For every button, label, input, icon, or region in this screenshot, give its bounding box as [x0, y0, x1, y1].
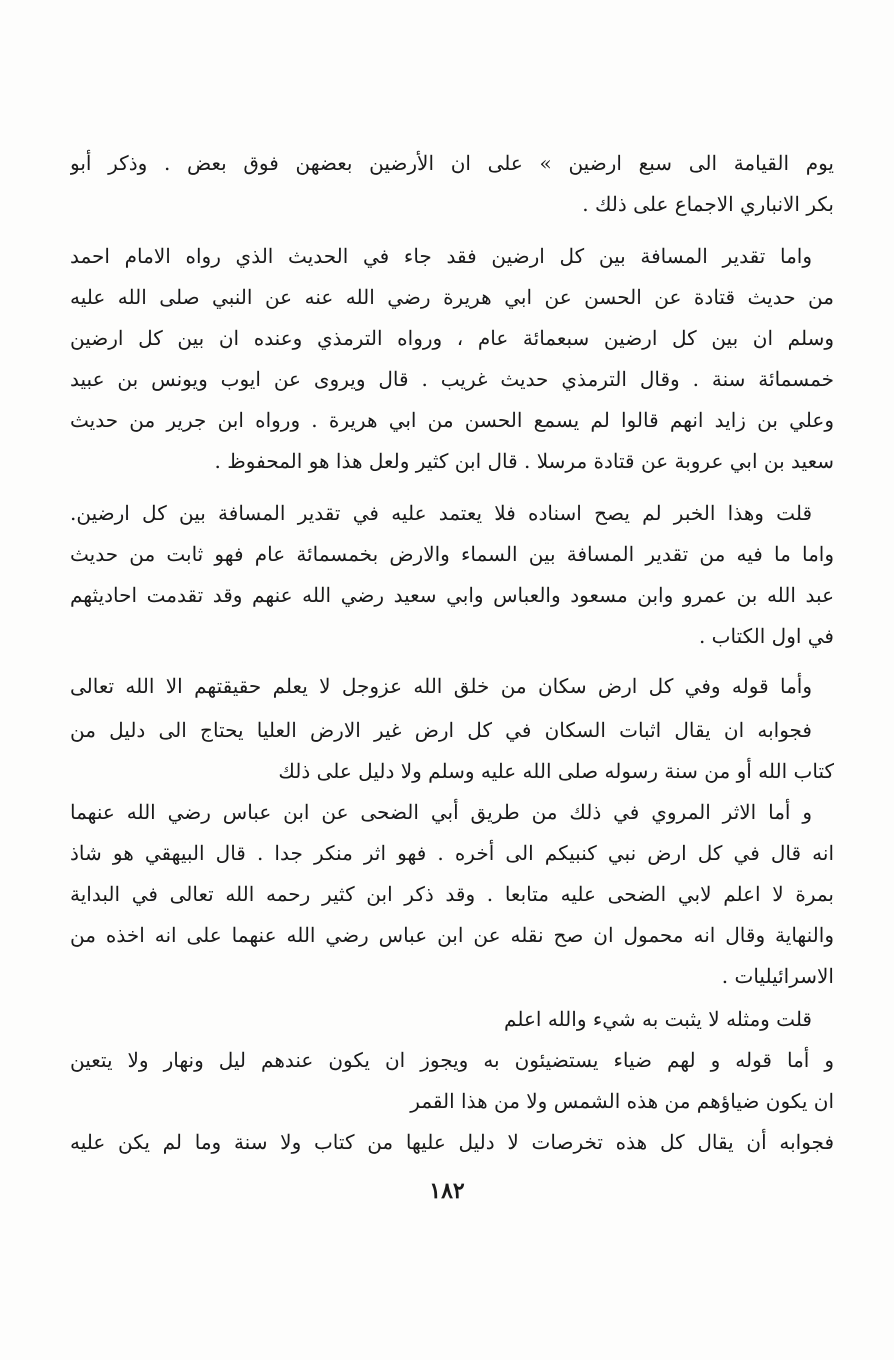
text-line: قلت ومثله لا يثبت به شيء والله اعلم: [504, 1007, 812, 1031]
text-line: خمسمائة سنة . وقال الترمذي حديث غريب . قال ويروى عن ايوب ويونس بن عبيد: [70, 367, 834, 391]
text-line: بكر الانباري الاجماع على ذلك .: [582, 192, 834, 216]
text-line: انه قال في كل ارض نبي كنبيكم الى أخره . فهو اثر منكر جدا . قال البيهقي هو شاذ: [70, 841, 834, 865]
text-line: يوم القيامة الى سبع ارضين » على ان الأرضين بعضهن فوق بعض . وذكر أبو: [70, 151, 834, 175]
text-line: وسلم ان بين كل ارضين سبعمائة عام ، ورواه الترمذي وعنده ان بين كل ارضين: [70, 326, 834, 350]
text-line: ان يكون ضياؤهم من هذه الشمس ولا من هذا القمر: [410, 1089, 834, 1113]
text-line: و أما قوله و لهم ضياء يستضيئون به ويجوز ان يكون عندهم ليل ونهار ولا يتعين: [70, 1048, 834, 1072]
text-line: والنهاية وقال انه محمول ان صح نقله عن ابن عباس رضي الله عنهما على انه اخذه من: [70, 923, 834, 947]
text-line: من حديث قتادة عن الحسن عن ابي هريرة رضي الله عنه عن النبي صلى الله عليه: [70, 285, 834, 309]
text-line: و أما الاثر المروي في ذلك من طريق أبي الضحى عن ابن عباس رضي الله عنهما: [70, 800, 812, 824]
text-line: قلت وهذا الخبر لم يصح اسناده فلا يعتمد عليه في تقدير المسافة بين كل ارضين.: [70, 501, 812, 525]
body-text: [70, 0, 834, 1170]
text-line: وأما قوله وفي كل ارض سكان من خلق الله عزوجل لا يعلم حقيقتهم الا الله تعالى: [70, 674, 812, 698]
text-line: الاسرائيليات .: [721, 964, 834, 988]
text-line: واما ما فيه من تقدير المسافة بين السماء والارض بخمسمائة عام فهو ثابت من حديث: [70, 542, 834, 566]
text-line: كتاب الله أو من سنة رسوله صلى الله عليه وسلم ولا دليل على ذلك: [278, 759, 834, 783]
text-line: بمرة لا اعلم لابي الضحى عليه متابعا . وقد ذكر ابن كثير رحمه الله تعالى في البداية: [70, 882, 834, 906]
text-line: سعيد بن ابي عروبة عن قتادة مرسلا . قال ابن كثير ولعل هذا هو المحفوظ .: [214, 449, 834, 473]
page-number: ١٨٢: [429, 1178, 465, 1204]
text-line: فجوابه أن يقال كل هذه تخرصات لا دليل عليها من كتاب ولا سنة وما لم يكن عليه: [70, 1130, 834, 1154]
text-line: واما تقدير المسافة بين كل ارضين فقد جاء في الحديث الذي رواه الامام احمد: [70, 244, 812, 268]
text-line: عبد الله بن عمرو وابن مسعود والعباس وابي سعيد رضي الله عنهم وقد تقدمت احاديثهم: [70, 583, 834, 607]
text-line: وعلي بن زايد انهم قالوا لم يسمع الحسن من ابي هريرة . ورواه ابن جرير من حديث: [70, 408, 834, 432]
text-line: في اول الكتاب .: [698, 624, 834, 648]
text-line: فجوابه ان يقال اثبات السكان في كل ارض غير الارض العليا يحتاج الى دليل من: [70, 718, 812, 742]
